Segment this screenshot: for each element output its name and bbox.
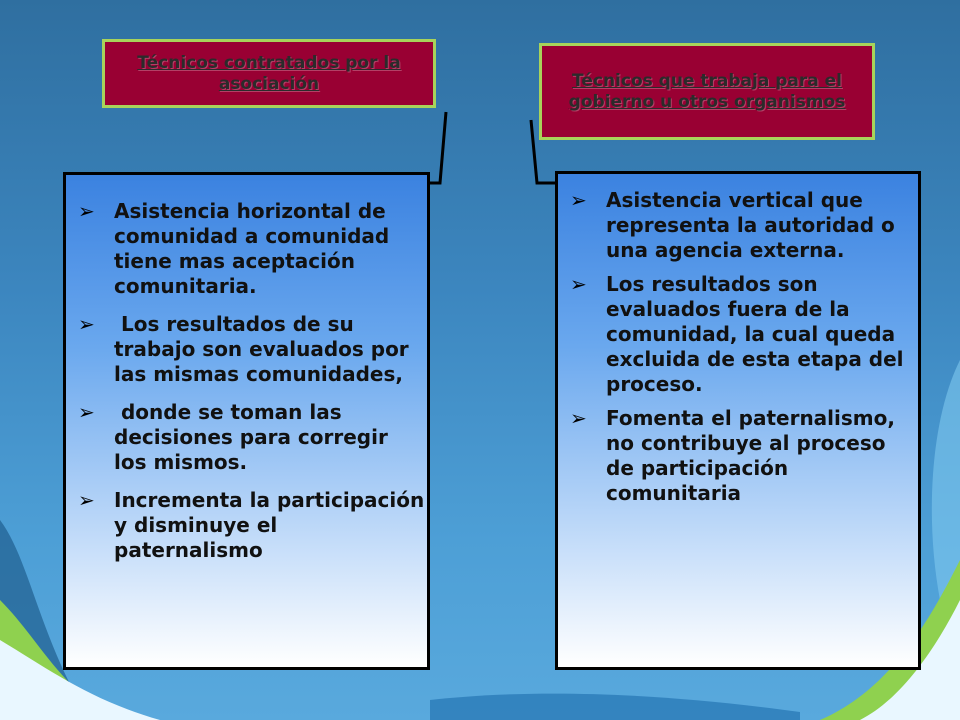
- bullet-text: Incrementa la participación y disminuye el paternalismo: [114, 488, 432, 562]
- bullet-text: donde se toman las decisiones para corregir los mismos.: [114, 400, 395, 474]
- arrowhead-bullet-icon: ➢: [78, 488, 95, 512]
- left-content-box: [63, 172, 430, 670]
- list-item: [66, 488, 432, 563]
- list-item: [558, 406, 910, 506]
- bullet-text: Los resultados de su trabajo son evaluados por las mismas comunidades,: [114, 312, 416, 386]
- bullet-text: Asistencia vertical que representa la autoridad o una agencia externa.: [606, 188, 902, 262]
- list-item: [558, 272, 910, 397]
- right-header-box: [539, 43, 875, 140]
- arrowhead-bullet-icon: ➢: [570, 188, 587, 212]
- arrowhead-bullet-icon: ➢: [78, 199, 95, 223]
- right-header-title: Técnicos que trabaja para el gobierno u otros organismos: [568, 70, 846, 112]
- left-header-box: [102, 39, 436, 108]
- arrowhead-bullet-icon: ➢: [570, 272, 587, 296]
- list-item: [66, 199, 427, 299]
- list-item: [66, 312, 427, 387]
- left-header-title: Técnicos contratados por la asociación: [137, 52, 401, 94]
- bullet-text: Fomenta el paternalismo, no contribuye al proceso de participación comunitaria: [606, 406, 902, 505]
- arrowhead-bullet-icon: ➢: [570, 406, 587, 430]
- bullet-text: Asistencia horizontal de comunidad a comunidad tiene mas aceptación comunitaria.: [114, 199, 397, 298]
- arrowhead-bullet-icon: ➢: [78, 312, 95, 336]
- right-bullet-list: [558, 188, 910, 506]
- list-item: [558, 188, 910, 263]
- right-content-box: [555, 171, 921, 670]
- arrowhead-bullet-icon: ➢: [78, 400, 95, 424]
- left-bullet-list: [66, 199, 432, 563]
- bullet-text: Los resultados son evaluados fuera de la comunidad, la cual queda excluida de esta etapa del proceso.: [606, 272, 911, 396]
- list-item: [66, 400, 427, 475]
